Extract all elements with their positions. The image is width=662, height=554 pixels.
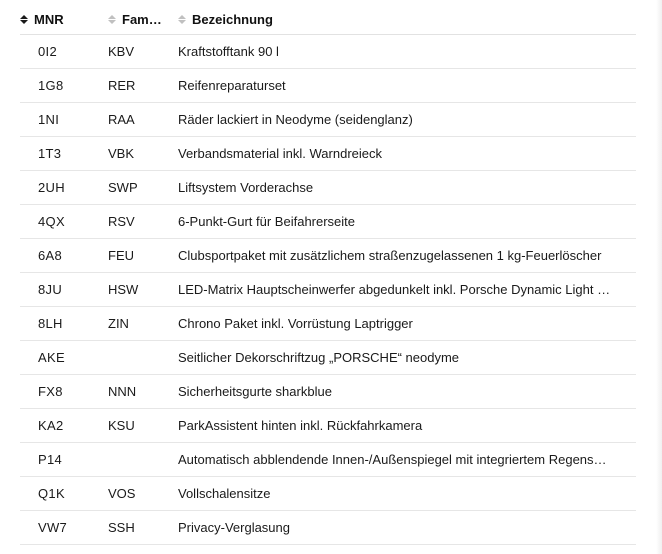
cell-description: LED-Matrix Hauptscheinwerfer abgedunkelt inkl. Porsche Dynamic Light … [178, 282, 611, 297]
cell-mnr: Q1K [38, 486, 65, 501]
cell-family: VOS [108, 486, 136, 501]
table-row[interactable] [20, 137, 636, 171]
scrollbar[interactable] [656, 0, 662, 554]
cell-mnr: 1T3 [38, 146, 62, 161]
table-row[interactable] [20, 239, 636, 273]
cell-family: ZIN [108, 316, 129, 331]
cell-family: HSW [108, 282, 139, 297]
cell-description: Clubsportpaket mit zusätzlichem straßenzugelassenen 1 kg-Feuerlöscher [178, 248, 602, 263]
table-body [20, 35, 636, 545]
cell-description: Kraftstofftank 90 l [178, 44, 279, 59]
column-header-family[interactable] [108, 12, 178, 27]
column-header-description[interactable] [178, 12, 636, 27]
cell-description: ParkAssistent hinten inkl. Rückfahrkamera [178, 418, 423, 433]
cell-description: Verbandsmaterial inkl. Warndreieck [178, 146, 382, 161]
cell-mnr: KA2 [38, 418, 64, 433]
table-row[interactable] [20, 273, 636, 307]
table-row[interactable] [20, 205, 636, 239]
cell-description: Chrono Paket inkl. Vorrüstung Laptrigger [178, 316, 413, 331]
table-row[interactable] [20, 375, 636, 409]
cell-description: Automatisch abblendende Innen-/Außenspiegel mit integriertem Regens… [178, 452, 607, 467]
table-row[interactable] [20, 35, 636, 69]
table-header [20, 4, 636, 35]
cell-mnr: 1NI [38, 112, 60, 127]
column-header-mnr-label: MNR [34, 11, 64, 27]
cell-description: Seitlicher Dekorschriftzug „PORSCHE“ neodyme [178, 350, 460, 365]
cell-description: Räder lackiert in Neodyme (seidenglanz) [178, 112, 413, 127]
cell-family: KSU [108, 418, 135, 433]
table-row[interactable] [20, 443, 636, 477]
cell-description: Reifenreparaturset [178, 78, 286, 93]
table-row[interactable] [20, 477, 636, 511]
cell-mnr: P14 [38, 452, 63, 467]
table-row[interactable] [20, 69, 636, 103]
cell-description: Vollschalensitze [178, 486, 271, 501]
table-row[interactable] [20, 103, 636, 137]
table-row[interactable] [20, 511, 636, 545]
cell-mnr: FX8 [38, 384, 63, 399]
cell-description: Privacy-Verglasung [178, 520, 290, 535]
table-row[interactable] [20, 307, 636, 341]
column-header-family-label: Fam… [122, 11, 162, 27]
cell-family: SWP [108, 180, 138, 195]
sort-icon[interactable] [108, 15, 118, 24]
table-row[interactable] [20, 171, 636, 205]
cell-mnr: 0I2 [38, 44, 57, 59]
cell-mnr: AKE [38, 350, 65, 365]
cell-mnr: 8LH [38, 316, 63, 331]
cell-description: 6-Punkt-Gurt für Beifahrerseite [178, 214, 356, 229]
cell-family: VBK [108, 146, 135, 161]
cell-family: SSH [108, 520, 135, 535]
sort-icon[interactable] [20, 15, 30, 24]
column-header-description-label: Bezeichnung [192, 11, 273, 27]
cell-family: NNN [108, 384, 137, 399]
cell-mnr: 6A8 [38, 248, 63, 263]
cell-family: KBV [108, 44, 135, 59]
cell-mnr: 4QX [38, 214, 65, 229]
cell-description: Sicherheitsgurte sharkblue [178, 384, 332, 399]
cell-family: RSV [108, 214, 135, 229]
table-row[interactable] [20, 409, 636, 443]
table-row[interactable] [20, 341, 636, 375]
cell-family: RAA [108, 112, 135, 127]
cell-mnr: 8JU [38, 282, 63, 297]
cell-mnr: 2UH [38, 180, 65, 195]
cell-family: RER [108, 78, 136, 93]
cell-mnr: VW7 [38, 520, 68, 535]
cell-mnr: 1G8 [38, 78, 64, 93]
cell-description: Liftsystem Vorderachse [178, 180, 314, 195]
cell-family: FEU [108, 248, 134, 263]
options-table [20, 4, 636, 545]
column-header-mnr[interactable] [20, 12, 108, 27]
sort-icon[interactable] [178, 15, 188, 24]
